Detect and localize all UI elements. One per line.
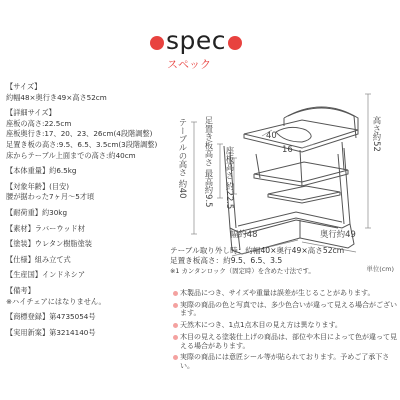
lock-note: ※1 カンタンロック（固定時）を含めた寸法です。 bbox=[170, 267, 315, 276]
note-text: 実際の商品の色と写真では、多少色合いが違って見える場合がございます。 bbox=[180, 300, 397, 318]
spec-line: 約幅48×奥行き49×高さ52cm bbox=[6, 92, 107, 102]
seat-height-label: 座板高さ 約22.5 bbox=[225, 146, 235, 210]
spec-weight bbox=[6, 166, 186, 177]
spec-line: ※ハイチェアにはなりません。 bbox=[6, 296, 106, 306]
spec-heading: 【仕様】 bbox=[6, 254, 35, 264]
caution-notes bbox=[170, 289, 400, 374]
unit-label: 単位(cm) bbox=[366, 265, 394, 273]
note-item bbox=[170, 353, 400, 370]
spec-value: 第4735054号 bbox=[49, 312, 96, 322]
spec-utility bbox=[6, 328, 186, 339]
spec-heading: 【サイズ】 bbox=[6, 82, 42, 91]
table-width-label: 40 bbox=[266, 130, 277, 140]
spec-value: ウレタン樹脂塗装 bbox=[34, 239, 92, 249]
note-item bbox=[170, 321, 400, 330]
spec-value: インドネシア bbox=[41, 270, 86, 280]
spec-paint bbox=[6, 239, 186, 250]
spec-heading: 【詳細サイズ】 bbox=[6, 108, 56, 118]
spec-remarks bbox=[6, 286, 186, 307]
bullet-dot-icon bbox=[170, 301, 180, 318]
depth-label: 奥行約49 bbox=[320, 229, 356, 239]
table-depth-label: 16 bbox=[282, 144, 293, 154]
spec-heading: 【素材】 bbox=[6, 223, 35, 233]
spec-value: 第3214140号 bbox=[49, 327, 96, 337]
spec-heading: 【本体重量】 bbox=[6, 166, 50, 176]
table-height-label: テーブルの高さ 約40 bbox=[178, 118, 188, 199]
note-text: 木製品につき、サイズや重量は誤差が生じることがあります。 bbox=[180, 289, 375, 297]
spec-value: 約6.5kg bbox=[49, 166, 77, 176]
spec-subtitle: スペック bbox=[167, 58, 211, 71]
footrest-height-label: 足置き板高さ 最高約9.5 bbox=[204, 116, 214, 208]
spec-material bbox=[6, 224, 186, 235]
spec-load bbox=[6, 208, 186, 219]
note-text: 実際の商品には意匠シール等が貼られております。予めご了承下さい。 bbox=[180, 353, 390, 370]
spec-origin bbox=[6, 270, 186, 281]
spec-heading: 【生産国】 bbox=[6, 270, 42, 280]
bullet-dot-icon bbox=[170, 321, 180, 330]
spec-line: 座板奥行き:17、20、23、26cm(4段階調整) bbox=[6, 129, 153, 139]
spec-heading: 【実用新案】 bbox=[6, 327, 50, 337]
spec-line: 床からテーブル上面までの高さ:約40cm bbox=[6, 150, 136, 160]
note-item bbox=[170, 333, 400, 350]
chair-dimension-diagram bbox=[172, 78, 400, 270]
spec-line: 足置き板の高さ:9.5、6.5、3.5cm(3段階調整) bbox=[6, 139, 158, 149]
spec-heading: 【備考】 bbox=[6, 285, 35, 295]
dimension-notes bbox=[170, 246, 395, 277]
red-dot-icon bbox=[228, 36, 242, 50]
spec-trademark bbox=[6, 312, 186, 323]
spec-heading: 【商標登録】 bbox=[6, 312, 50, 322]
spec-line: 座板の高さ:22.5cm bbox=[6, 118, 72, 128]
spec-size bbox=[6, 82, 186, 103]
spec-assembly bbox=[6, 255, 186, 266]
bullet-dot-icon bbox=[170, 289, 180, 298]
spec-detail bbox=[6, 108, 186, 161]
table-removed-size: テーブル取り外し時：約幅40×奥行49×高さ52cm bbox=[170, 246, 345, 255]
bullet-dot-icon bbox=[170, 333, 180, 350]
spec-heading: 【塗装】 bbox=[6, 239, 35, 249]
spec-header bbox=[150, 26, 250, 76]
note-text: 天然木につき、1点1点木目の見え方は異なります。 bbox=[180, 321, 342, 330]
spec-title: spec bbox=[166, 26, 227, 55]
red-dot-icon bbox=[150, 36, 164, 50]
spec-list bbox=[6, 82, 186, 343]
width-label: 幅約48 bbox=[230, 229, 258, 239]
note-item bbox=[170, 301, 400, 318]
note-text: 木目の見える塗装仕上げの商品は、部位や木目によって色が違って見える場合があります。 bbox=[180, 332, 397, 350]
bullet-dot-icon bbox=[170, 353, 180, 370]
spec-line: 腰が据わった7ヶ月〜5才頃 bbox=[6, 192, 95, 202]
spec-age bbox=[6, 182, 186, 203]
spec-heading: 【耐荷重】 bbox=[6, 207, 42, 217]
spec-heading: 【対象年齢】(目安) bbox=[6, 181, 70, 191]
spec-value: 組み立て式 bbox=[34, 254, 71, 264]
note-item bbox=[170, 289, 400, 298]
total-height-label: 高さ約52 bbox=[372, 116, 382, 152]
spec-value: ラバーウッド材 bbox=[34, 223, 85, 233]
footrest-heights: 足置き板高さ：約9.5、6.5、3.5 bbox=[170, 256, 283, 266]
spec-value: 約30kg bbox=[41, 207, 68, 217]
